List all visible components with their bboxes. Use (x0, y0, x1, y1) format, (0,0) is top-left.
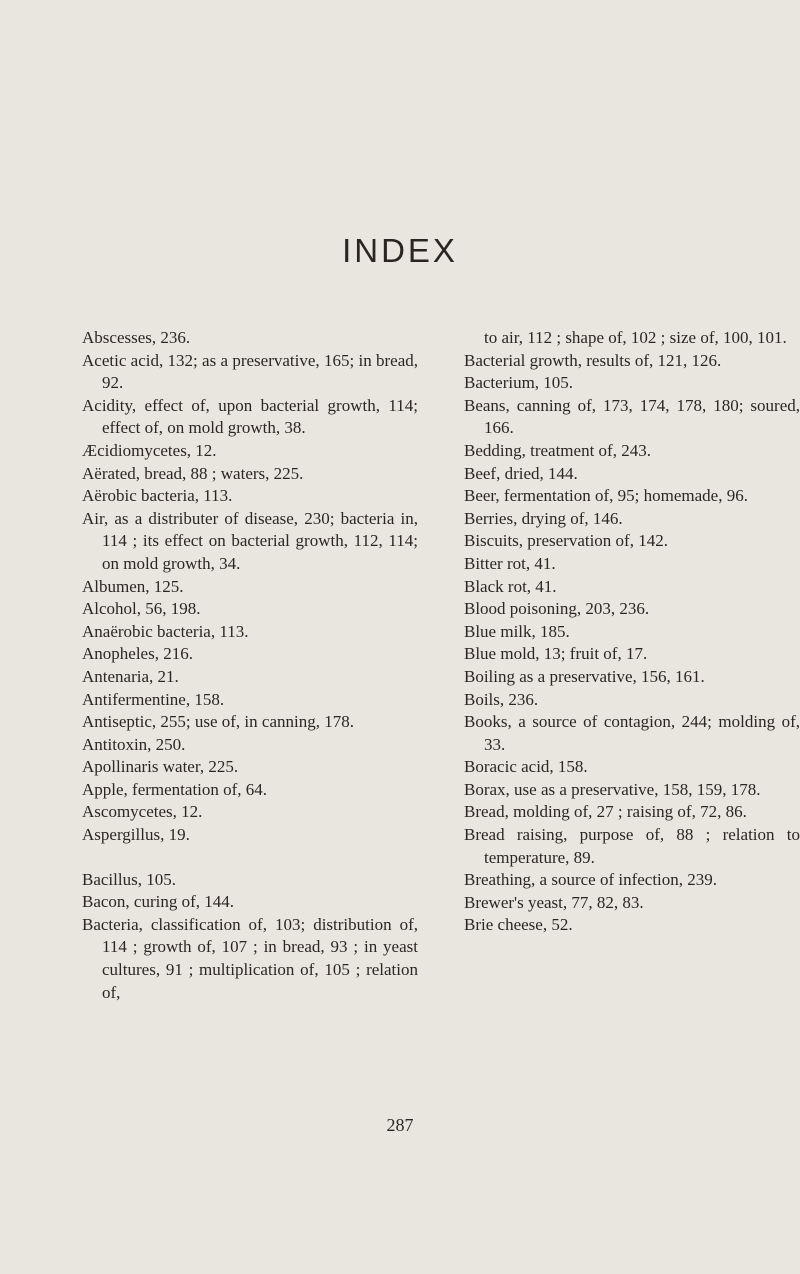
index-entry: Beer, fermentation of, 95; homemade, 96. (464, 486, 748, 506)
index-entry: Antenaria, 21. (82, 666, 179, 686)
index-entry: Blue mold, 13; fruit of, 17. (464, 644, 648, 664)
index-entry: Albumen, 125. (82, 576, 184, 596)
index-entry: Bitter rot, 41. (464, 553, 556, 573)
index-entry: Aërobic bacteria, 113. (82, 486, 233, 506)
index-entry: Brie cheese, 52. (464, 915, 573, 935)
index-entry-continued: to air, 112 ; shape of, 102 ; size of, 100, 101. (484, 328, 787, 347)
index-entry: Air, as a distributer of disease, 230; bacteria in, 114 ; its effect on bacterial growth, 112, 114; on mold growth, 34. (82, 508, 418, 573)
index-entry: Bedding, treatment of, 243. (464, 440, 651, 460)
index-entry: Bacillus, 105. (82, 869, 176, 889)
section-gap (82, 847, 418, 869)
index-entry: Acetic acid, 132; as a preservative, 165; in bread, 92. (82, 350, 418, 393)
index-entry: Antitoxin, 250. (82, 734, 186, 754)
index-entry: Alcohol, 56, 198. (82, 599, 201, 619)
index-entry: Blue milk, 185. (464, 621, 570, 641)
index-entry: Brewer's yeast, 77, 82, 83. (464, 892, 644, 912)
index-entry: Books, a source of contagion, 244; molding of, 33. (464, 712, 800, 754)
index-entry: Aspergillus, 19. (82, 825, 190, 845)
index-entry: Borax, use as a preservative, 158, 159, 178. (464, 779, 761, 799)
page-number: 287 (386, 1115, 414, 1135)
index-entry: Boracic acid, 158. (464, 757, 588, 777)
index-entry: Boils, 236. (464, 689, 539, 709)
index-entry: Bacterial growth, results of, 121, 126. (464, 350, 722, 370)
index-entry: Bread raising, purpose of, 88 ; relation to temperature, 89. (464, 825, 800, 867)
index-entry: Æcidiomycetes, 12. (82, 440, 217, 460)
index-entry: Antifermentine, 158. (82, 689, 225, 709)
right-column (464, 327, 800, 937)
index-entry: Anopheles, 216. (82, 644, 193, 664)
index-entry: Breathing, a source of infection, 239. (464, 870, 718, 890)
index-entry: Beef, dried, 144. (464, 463, 578, 483)
index-entry: Bacterium, 105. (464, 373, 574, 393)
page-title: INDEX (342, 232, 458, 269)
index-entry: Anaërobic bacteria, 113. (82, 621, 249, 641)
index-entry: Blood poisoning, 203, 236. (464, 599, 650, 619)
index-entry: Apple, fermentation of, 64. (82, 779, 268, 799)
index-entry: Aërated, bread, 88 ; waters, 225. (82, 463, 304, 483)
index-entry: Boiling as a preservative, 156, 161. (464, 666, 705, 686)
index-entry: Ascomycetes, 12. (82, 802, 203, 822)
index-entry: Bacteria, classification of, 103; distribution of, 114 ; growth of, 107 ; in bread, 93 ; in yeast cultures, 91 ; multiplication of, 105 ; relation of, (82, 914, 418, 1002)
index-entry: Abscesses, 236. (82, 328, 191, 347)
index-entry: Beans, canning of, 173, 174, 178, 180; soured, 166. (464, 395, 800, 438)
index-entry: Berries, drying of, 146. (464, 508, 623, 528)
left-column (82, 327, 418, 1004)
index-entry: Acidity, effect of, upon bacterial growth, 114; effect of, on mold growth, 38. (82, 395, 418, 438)
index-entry: Apollinaris water, 225. (82, 757, 239, 777)
index-entry: Bread, molding of, 27 ; raising of, 72, 86. (464, 802, 747, 822)
index-entry: Black rot, 41. (464, 576, 557, 596)
index-entry: Biscuits, preservation of, 142. (464, 531, 668, 551)
index-entry: Bacon, curing of, 144. (82, 892, 235, 912)
index-entry: Antiseptic, 255; use of, in canning, 178. (82, 712, 354, 732)
